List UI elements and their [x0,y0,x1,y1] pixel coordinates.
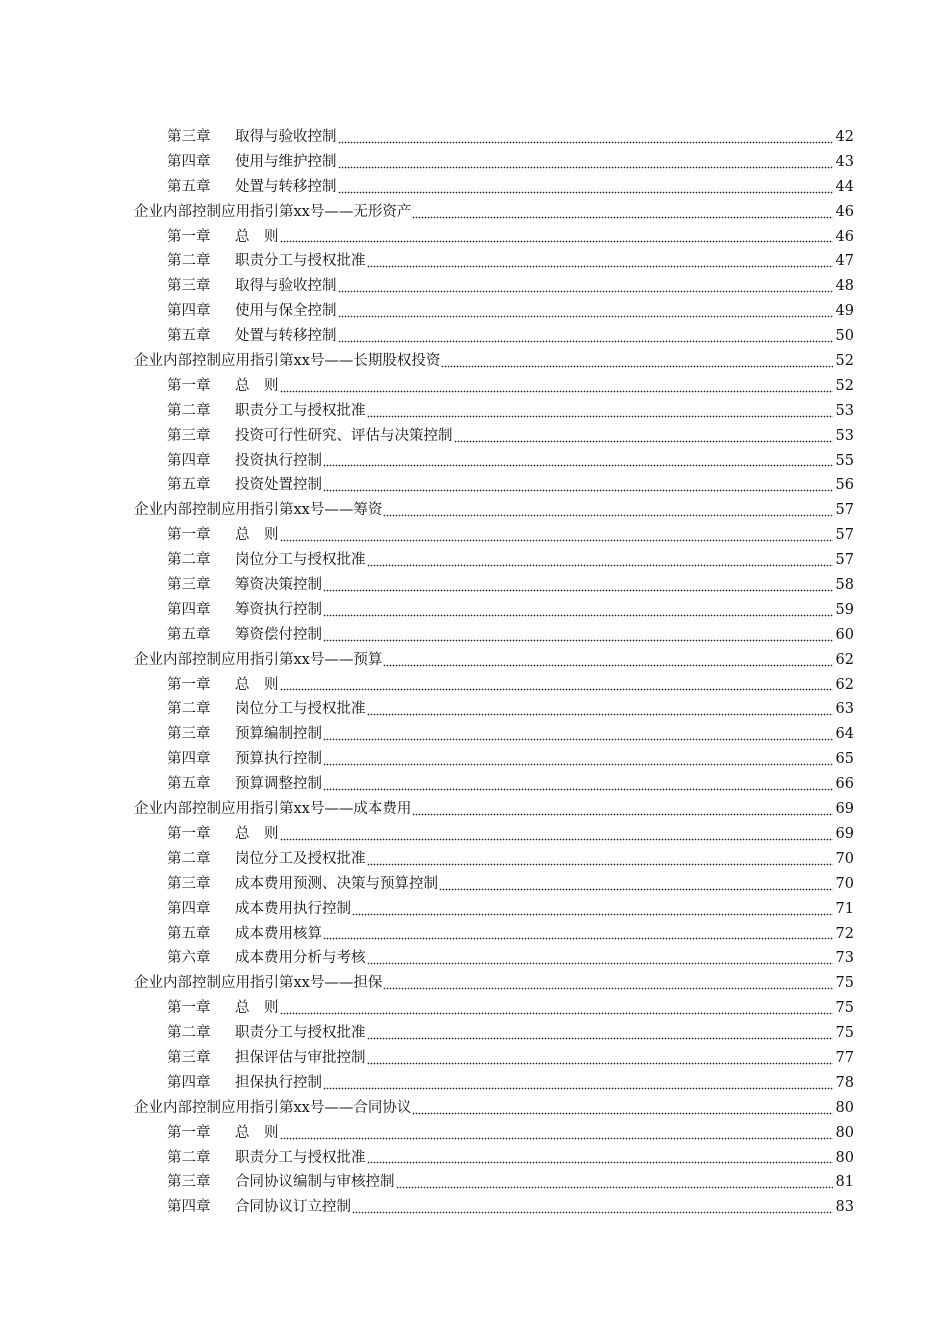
toc-page-number: 73 [835,950,854,967]
toc-chapter-number: 第一章 [167,1124,211,1141]
dot-leader [367,258,834,268]
toc-entry-title: 职责分工与授权批准 [235,402,366,419]
toc-chapter-entry[interactable] [0,1046,950,1071]
dot-leader [367,408,834,418]
toc-entry-title: 总 则 [235,676,279,693]
toc-entry-title: 总 则 [235,377,279,394]
toc-chapter-entry[interactable] [0,249,950,274]
dot-leader [396,1179,834,1189]
toc-chapter-entry[interactable] [0,872,950,897]
toc-page-number: 80 [835,1149,854,1166]
toc-chapter-number: 第五章 [167,626,211,643]
toc-page-number: 50 [835,328,854,345]
toc-page-number: 75 [835,975,854,992]
toc-page-number: 69 [835,825,854,842]
toc-chapter-entry[interactable] [0,1021,950,1046]
toc-page-number: 60 [835,626,854,643]
toc-page-number: 63 [835,701,854,718]
toc-chapter-entry[interactable] [0,722,950,747]
toc-chapter-entry[interactable] [0,150,950,175]
toc-section-entry[interactable] [0,971,950,996]
toc-entry-title: 投资可行性研究、评估与决策控制 [235,427,453,444]
dot-leader [412,806,833,816]
toc-chapter-number: 第二章 [167,850,211,867]
dot-leader [323,930,833,940]
toc-page-number: 59 [835,601,854,618]
toc-chapter-entry[interactable] [0,697,950,722]
toc-page-number: 81 [835,1174,854,1191]
dot-leader [352,906,833,916]
toc-chapter-entry[interactable] [0,897,950,922]
toc-chapter-number: 第四章 [167,1074,211,1091]
dot-leader [280,233,834,243]
toc-chapter-entry[interactable] [0,922,950,947]
toc-page-number: 71 [835,900,854,917]
toc-chapter-entry[interactable] [0,598,950,623]
dot-leader [323,781,833,791]
toc-page-number: 47 [835,253,854,270]
toc-chapter-entry[interactable] [0,449,950,474]
toc-chapter-number: 第三章 [167,427,211,444]
toc-chapter-entry[interactable] [0,548,950,573]
toc-entry-title: 投资执行控制 [235,452,322,469]
toc-chapter-entry[interactable] [0,125,950,150]
toc-chapter-number: 第三章 [167,1174,211,1191]
dot-leader [323,482,833,492]
toc-page-number: 57 [835,552,854,569]
toc-chapter-entry[interactable] [0,374,950,399]
toc-entry-title: 企业内部控制应用指引第xx号——长期股权投资 [134,353,441,370]
toc-page-number: 48 [835,278,854,295]
dot-leader [441,358,833,368]
toc-section-entry[interactable] [0,648,950,673]
toc-entry-title: 使用与维护控制 [235,153,337,170]
toc-chapter-entry[interactable] [0,523,950,548]
dot-leader [383,980,833,990]
toc-page-number: 62 [835,651,854,668]
toc-chapter-number: 第四章 [167,1199,211,1216]
dot-leader [383,507,833,517]
toc-chapter-number: 第一章 [167,527,211,544]
dot-leader [338,283,834,293]
toc-entry-title: 总 则 [235,1000,279,1017]
toc-chapter-number: 第三章 [167,278,211,295]
toc-chapter-number: 第三章 [167,577,211,594]
dot-leader [323,582,833,592]
toc-entry-title: 处置与转移控制 [235,328,337,345]
toc-chapter-entry[interactable] [0,772,950,797]
toc-chapter-entry[interactable] [0,847,950,872]
dot-leader [338,134,834,144]
toc-page-number: 70 [835,875,854,892]
toc-page-number: 56 [835,477,854,494]
toc-chapter-entry[interactable] [0,274,950,299]
toc-page-number: 80 [835,1124,854,1141]
toc-chapter-number: 第四章 [167,900,211,917]
toc-chapter-number: 第一章 [167,825,211,842]
toc-chapter-number: 第三章 [167,726,211,743]
dot-leader [323,756,833,766]
dot-leader [280,383,834,393]
toc-page-number: 53 [835,427,854,444]
dot-leader [280,1130,834,1140]
table-of-contents [0,125,950,1220]
dot-leader [367,557,834,567]
toc-chapter-entry[interactable] [0,1071,950,1096]
dot-leader [367,1030,834,1040]
toc-entry-title: 总 则 [235,1124,279,1141]
toc-chapter-number: 第一章 [167,676,211,693]
toc-section-entry[interactable] [0,200,950,225]
dot-leader [323,632,833,642]
dot-leader [323,731,833,741]
toc-entry-title: 合同协议编制与审核控制 [235,1174,395,1191]
toc-entry-title: 成本费用预测、决策与预算控制 [235,875,438,892]
toc-entry-title: 筹资执行控制 [235,601,322,618]
dot-leader [367,1055,834,1065]
toc-entry-title: 预算调整控制 [235,776,322,793]
toc-entry-title: 总 则 [235,228,279,245]
toc-entry-title: 企业内部控制应用指引第xx号——筹资 [134,502,383,519]
toc-page-number: 46 [835,203,854,220]
toc-entry-title: 职责分工与授权批准 [235,1149,366,1166]
dot-leader [367,955,834,965]
dot-leader [454,433,834,443]
toc-entry-title: 职责分工与授权批准 [235,1025,366,1042]
toc-chapter-number: 第四章 [167,601,211,618]
toc-chapter-number: 第四章 [167,153,211,170]
toc-entry-title: 总 则 [235,825,279,842]
toc-page-number: 57 [835,527,854,544]
toc-page-number: 58 [835,577,854,594]
toc-page-number: 53 [835,402,854,419]
toc-page-number: 66 [835,776,854,793]
toc-entry-title: 处置与转移控制 [235,178,337,195]
toc-entry-title: 岗位分工及授权批准 [235,850,366,867]
toc-page-number: 52 [835,377,854,394]
toc-chapter-entry[interactable] [0,299,950,324]
toc-chapter-number: 第五章 [167,328,211,345]
dot-leader [383,657,833,667]
toc-chapter-entry[interactable] [0,946,950,971]
toc-chapter-number: 第五章 [167,925,211,942]
toc-chapter-number: 第五章 [167,776,211,793]
toc-entry-title: 取得与验收控制 [235,278,337,295]
toc-chapter-entry[interactable] [0,324,950,349]
toc-entry-title: 筹资决策控制 [235,577,322,594]
toc-section-entry[interactable] [0,797,950,822]
toc-chapter-number: 第一章 [167,377,211,394]
toc-chapter-entry[interactable] [0,1195,950,1220]
toc-page-number: 69 [835,801,854,818]
toc-entry-title: 总 则 [235,527,279,544]
dot-leader [439,881,833,891]
toc-page-number: 70 [835,850,854,867]
toc-page-number: 72 [835,925,854,942]
toc-chapter-number: 第五章 [167,178,211,195]
toc-entry-title: 合同协议订立控制 [235,1199,351,1216]
dot-leader [323,1080,833,1090]
toc-entry-title: 岗位分工与授权批准 [235,701,366,718]
toc-entry-title: 使用与保全控制 [235,303,337,320]
dot-leader [323,607,833,617]
toc-chapter-entry[interactable] [0,747,950,772]
toc-chapter-number: 第三章 [167,875,211,892]
dot-leader [280,831,834,841]
toc-chapter-entry[interactable] [0,1170,950,1195]
toc-page-number: 57 [835,502,854,519]
toc-page-number: 78 [835,1074,854,1091]
toc-entry-title: 预算编制控制 [235,726,322,743]
toc-entry-title: 成本费用执行控制 [235,900,351,917]
dot-leader [367,1154,834,1164]
toc-chapter-number: 第二章 [167,402,211,419]
toc-page-number: 65 [835,751,854,768]
dot-leader [338,333,834,343]
toc-chapter-number: 第四章 [167,751,211,768]
toc-chapter-number: 第四章 [167,452,211,469]
toc-chapter-number: 第五章 [167,477,211,494]
toc-entry-title: 成本费用分析与考核 [235,950,366,967]
toc-page-number: 64 [835,726,854,743]
dot-leader [412,1105,833,1115]
toc-section-entry[interactable] [0,349,950,374]
toc-entry-title: 担保执行控制 [235,1074,322,1091]
toc-entry-title: 取得与验收控制 [235,129,337,145]
toc-chapter-entry[interactable] [0,225,950,250]
toc-page-number: 75 [835,1025,854,1042]
toc-chapter-entry[interactable] [0,996,950,1021]
dot-leader [352,1204,833,1214]
toc-entry-title: 成本费用核算 [235,925,322,942]
dot-leader [280,1005,834,1015]
toc-section-entry[interactable] [0,498,950,523]
toc-page-number: 43 [835,153,854,170]
toc-page-number: 80 [835,1099,854,1116]
toc-chapter-entry[interactable] [0,424,950,449]
dot-leader [367,706,834,716]
toc-chapter-entry[interactable] [0,1121,950,1146]
toc-chapter-number: 第六章 [167,950,211,967]
toc-chapter-number: 第三章 [167,1049,211,1066]
toc-page-number: 44 [835,178,854,195]
toc-page-number: 75 [835,1000,854,1017]
dot-leader [412,209,833,219]
toc-chapter-entry[interactable] [0,1146,950,1171]
toc-page-number: 52 [835,353,854,370]
toc-entry-title: 企业内部控制应用指引第xx号——合同协议 [134,1099,412,1116]
toc-page-number: 49 [835,303,854,320]
toc-entry-title: 职责分工与授权批准 [235,253,366,270]
toc-entry-title: 岗位分工与授权批准 [235,552,366,569]
toc-page-number: 55 [835,452,854,469]
dot-leader [280,532,834,542]
toc-chapter-number: 第二章 [167,253,211,270]
dot-leader [280,681,834,691]
toc-chapter-entry[interactable] [0,573,950,598]
toc-entry-title: 预算执行控制 [235,751,322,768]
toc-chapter-number: 第二章 [167,552,211,569]
toc-entry-title: 企业内部控制应用指引第xx号——成本费用 [134,801,412,818]
toc-chapter-entry[interactable] [0,623,950,648]
toc-chapter-number: 第三章 [167,129,211,145]
toc-entry-title: 企业内部控制应用指引第xx号——无形资产 [134,203,412,220]
dot-leader [338,159,834,169]
toc-entry-title: 企业内部控制应用指引第xx号——预算 [134,651,383,668]
toc-entry-title: 投资处置控制 [235,477,322,494]
toc-page-number: 77 [835,1049,854,1066]
dot-leader [338,308,834,318]
toc-chapter-number: 第二章 [167,701,211,718]
toc-chapter-number: 第二章 [167,1149,211,1166]
toc-section-entry[interactable] [0,1096,950,1121]
toc-entry-title: 担保评估与审批控制 [235,1049,366,1066]
dot-leader [323,457,833,467]
toc-chapter-number: 第四章 [167,303,211,320]
dot-leader [338,184,834,194]
toc-chapter-entry[interactable] [0,473,950,498]
toc-chapter-entry[interactable] [0,822,950,847]
toc-chapter-number: 第一章 [167,228,211,245]
toc-page-number: 62 [835,676,854,693]
toc-page-number: 83 [835,1199,854,1216]
dot-leader [367,856,834,866]
toc-page-number: 42 [835,129,854,145]
toc-chapter-entry[interactable] [0,399,950,424]
toc-page-number: 46 [835,228,854,245]
toc-chapter-number: 第一章 [167,1000,211,1017]
toc-chapter-entry[interactable] [0,175,950,200]
toc-chapter-entry[interactable] [0,673,950,698]
toc-entry-title: 筹资偿付控制 [235,626,322,643]
toc-entry-title: 企业内部控制应用指引第xx号——担保 [134,975,383,992]
toc-chapter-number: 第二章 [167,1025,211,1042]
